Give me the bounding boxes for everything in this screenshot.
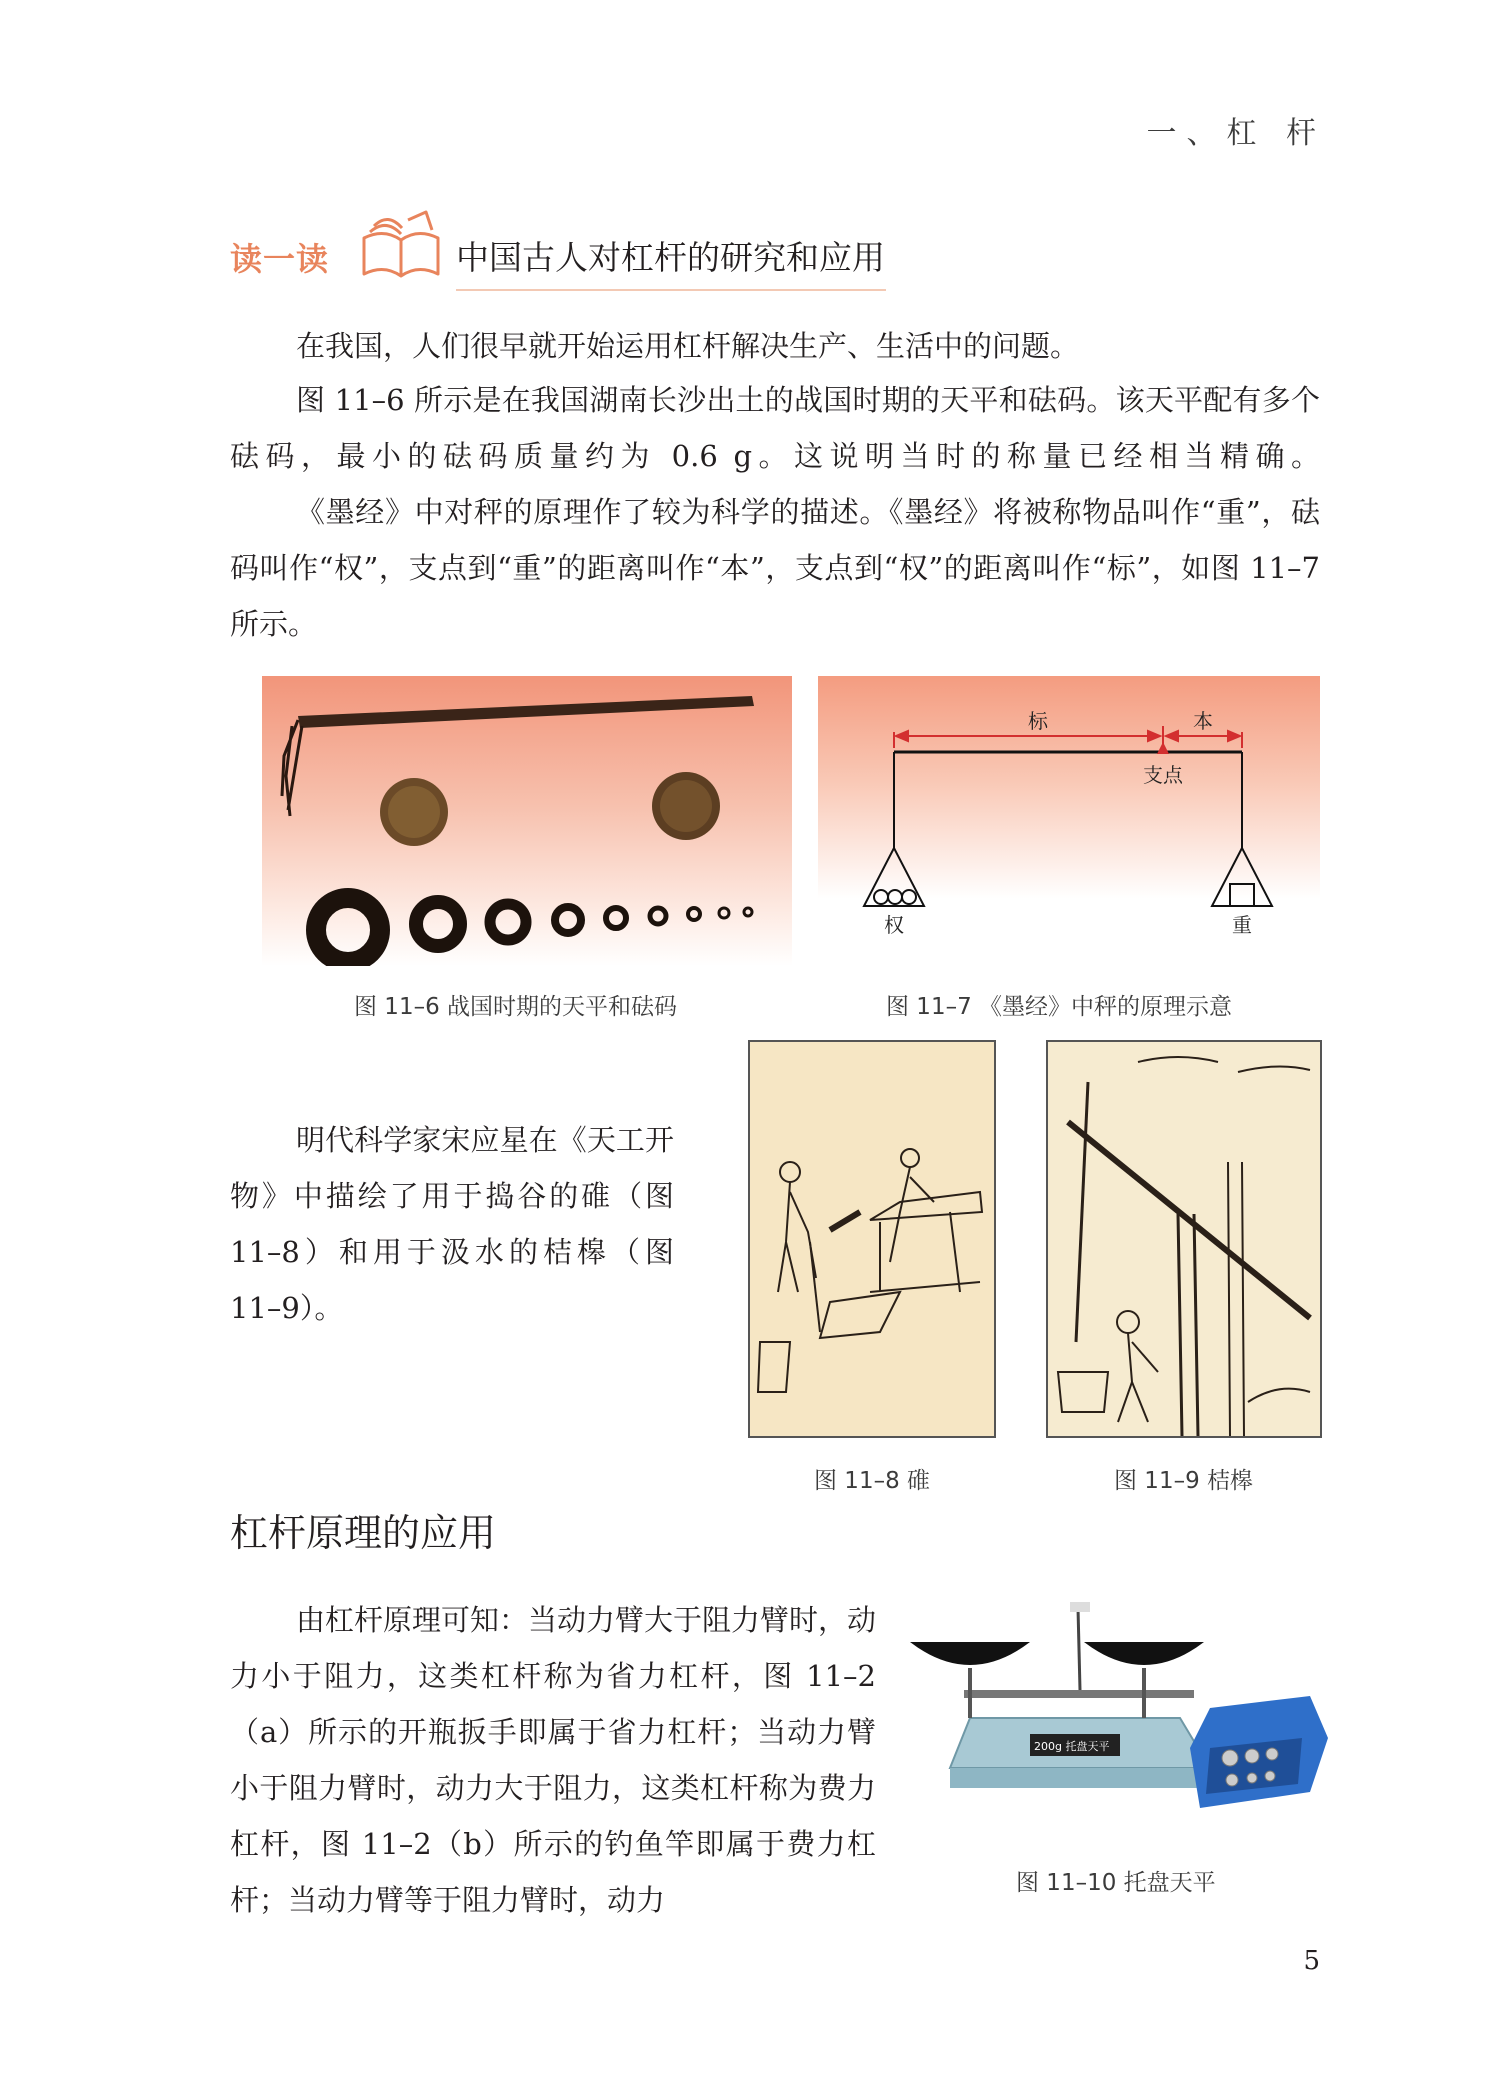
figure-11-6-caption: 图 11–6 战国时期的天平和砝码 (354, 994, 678, 1020)
paragraph-3: 《墨经》中对秤的原理作了较为科学的描述。《墨经》将被称物品叫作“重”，砝码叫作“权”，支点到“重”的距离叫作“本”，支点到“权”的距离叫作“标”，如图 11–7 所示。 (230, 495, 1320, 641)
figure-11-7-caption: 图 11–7 《墨经》中秤的原理示意 (886, 994, 1233, 1020)
page-number: 5 (1303, 1946, 1320, 1976)
figure-11-10-caption: 图 11–10 托盘天平 (1016, 1870, 1216, 1896)
label-quan: 权 (884, 913, 904, 937)
figure-11-8-caption: 图 11–8 碓 (814, 1468, 931, 1494)
reading-title: 中国古人对杠杆的研究和应用 (456, 232, 886, 291)
well-sweep-illustration (1048, 1042, 1320, 1436)
label-zhong: 重 (1232, 913, 1252, 937)
paragraph-1: 在我国，人们很早就开始运用杠杆解决生产、生活中的问题。 (296, 329, 1080, 363)
paragraph-5: 由杠杆原理可知：当动力臂大于阻力臂时，动力小于阻力，这类杠杆称为省力杠杆，图 11–2（a）所示的开瓶扳手即属于省力杠杆；当动力臂小于阻力臂时，动力大于阻力，这类杠杆称为费力杠杆，图 11–2（b）所示的钓鱼竿即属于费力杠杆；当动力臂等于阻力臂时，动力 (230, 1603, 877, 1917)
fulcrum-marker (1157, 742, 1169, 754)
section-title: 杠杆原理的应用 (230, 1511, 497, 1555)
paragraph-4: 明代科学家宋应星在《天工开物》中描绘了用于捣谷的碓（图 11–8）和用于汲水的桔槔（图 11–9）。 (230, 1123, 674, 1325)
label-fulcrum: 支点 (1143, 763, 1183, 787)
figure-11-10-photo (910, 1598, 1330, 1838)
figure-11-9-woodcut (1046, 1040, 1322, 1438)
figure-11-7-diagram (818, 676, 1320, 938)
balance-plate-label: 200g 托盘天平 (1034, 1740, 1110, 1753)
paragraph-2: 图 11–6 所示是在我国湖南长沙出土的战国时期的天平和砝码。该天平配有多个砝码，最小的砝码质量约为 0.6 g。这说明当时的称量已经相当精确。 (230, 383, 1320, 473)
reading-label: 读一读 (230, 240, 330, 278)
figure-11-9-caption: 图 11–9 桔槔 (1114, 1468, 1254, 1494)
figure-11-6-photo (262, 676, 792, 966)
figure-11-8-woodcut (748, 1040, 996, 1438)
open-book-icon (356, 208, 446, 288)
label-ben: 本 (1193, 709, 1213, 733)
balance-and-weights-illustration (262, 676, 792, 966)
label-biao: 标 (1028, 709, 1048, 733)
chapter-header: 一、杠 杆 (1146, 116, 1326, 151)
pestle-illustration (750, 1042, 994, 1436)
zhong-pan (1212, 848, 1272, 906)
tray-balance-illustration (910, 1598, 1330, 1838)
